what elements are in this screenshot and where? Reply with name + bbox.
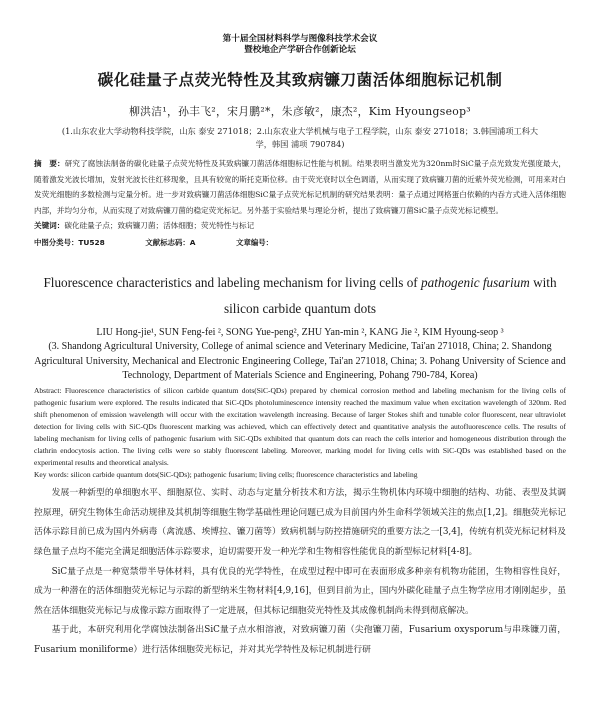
chinese-abstract bbox=[34, 156, 566, 218]
chinese-affiliations: (1.山东农业大学动物科技学院，山东 泰安 271018；2.山东农业大学机械与电子工程学院，山东 泰安 271018；3.韩国浦项工科大学，韩国 浦项 790784) bbox=[61, 126, 539, 149]
english-abstract-label: Abstract: bbox=[34, 385, 62, 395]
english-keywords bbox=[34, 469, 566, 481]
chinese-authors: 柳洪洁¹，孙丰飞²，宋月鹏²*，朱彦敏²，康杰²，Kim Hyoungseop³ bbox=[129, 105, 471, 118]
english-authors: LIU Hong-jie¹, SUN Feng-fei ², SONG Yue-peng², ZHU Yan-min ², KANG Jie ², KIM Hyoung-seop ³ bbox=[96, 326, 504, 338]
chinese-abstract-text: 研究了腐蚀法制备的碳化硅量子点荧光特性及其致病镰刀菌活体细胞标记性能与机制。结果表明当激发光为320nm时SiC量子点光致发光强度最大，随着激发光波长增加，发射光波长往红移现象，且具有较宽的斯托克斯位移。由于荧光衰时以全色调谱，从而实现了致病镰刀菌的近紫外荧光检测，可用来对白发荧光细胞的多数检测与定量分析。进一步对致病镰刀菌活体细胞SiC量子点荧光标记机制的研究结果表明：量子点通过网格蛋白依赖的内吞方式进入活体细胞内部，并均匀分布，从而实现了对致病镰刀菌的稳定荧光标记。另外基于实验结果与理论分析，提出了致病镰刀菌SiC量子点荧光标记模型。 bbox=[34, 159, 566, 215]
english-title-italic: pathogenic fusarium bbox=[421, 274, 530, 290]
chinese-keywords-label: 关键词： bbox=[34, 221, 65, 231]
english-title bbox=[34, 270, 566, 322]
chinese-abstract-label: 摘 要： bbox=[34, 159, 65, 168]
chinese-title: 碳化硅量子点荧光特性及其致病镰刀菌活体细胞标记机制 bbox=[97, 71, 503, 89]
conference-line-1: 第十届全国材料科学与图像科技学术会议 bbox=[222, 34, 378, 44]
english-title-part-2: with silicon carbide quantum dots bbox=[224, 274, 557, 316]
conference-line-2: 暨校地企产学研合作创新论坛 bbox=[244, 45, 356, 55]
clc-number: 中图分类号：TU528 bbox=[34, 237, 105, 247]
english-title-part-1: Fluorescence characteristics and labeling mechanism for living cells of bbox=[43, 274, 421, 290]
chinese-keywords-text: 碳化硅量子点；致病镰刀菌；活体细胞；荧光特性与标记 bbox=[64, 221, 255, 231]
classification-line bbox=[34, 237, 566, 248]
english-abstract-text: Fluorescence characteristics of silicon carbide quantum dots(SiC-QDs) prepared by chemical corrosion method and labeling mechanism for the living cells of pathogenic fusarium were explored. The results indicated that SiC-QDs photoluminescence intensity reached the maximum value when excitation wavelength of 320nm. Red shift phenomenon of emission wavelength will occur with the excitation wavelength increasing. Because of larger Stokes shift and tunable color fluorescent, near ultraviolet detection for living cells with SiC-QDs fluorescent marking was achieved, which can effectively detect and quantitative analysis the autofluorescence cells. The results of labeling mechanism for living cells of pathogenic fusarium with SiC-QDs exhibited that quantum dots can reach the cells interior and homogeneous distribution through the clathrin endocytosis action. The living cells were so stably fluorescent labeling. Moreover, marking model for living cells with SiC-QDs was established based on the experimental results and theoretical analysis. bbox=[34, 385, 567, 468]
chinese-keywords bbox=[34, 218, 566, 234]
body-paragraph-2: SiC量子点是一种宽禁带半导体材料，具有优良的光学特性，在成型过程中即可在表面形成多种亲有机物功能团，生物相容性良好，成为一种潜在的活体细胞荧光标记与示踪的新型纳米生物材料[4,9,16]，但到目前为止，国内外碳化硅量子点生物学应用才刚刚起步，虽然在活体细胞荧光标记与成像示踪方面取得了一定进展，但其标记细胞荧光特性及其成像机制尚未得到彻底解决。 bbox=[34, 566, 566, 616]
body-paragraph-3: 基于此，本研究利用化学腐蚀法制备出SiC量子点水相溶液，对致病镰刀菌（尖孢镰刀菌，Fusarium oxysporum与串珠镰刀菌，Fusarium moniliforme）进行活体细胞荧光标记，并对其光学特性及标记机制进行研 bbox=[34, 625, 566, 655]
article-number: 文章编号： bbox=[236, 237, 274, 247]
english-authors-block bbox=[34, 326, 566, 384]
english-abstract bbox=[34, 385, 566, 470]
english-keywords-label: Key words: bbox=[34, 470, 69, 480]
conference-header bbox=[34, 0, 566, 56]
english-affiliations: (3. Shandong Agricultural University, College of animal science and Veterinary Medicine, Tai'an 271018, China; 2. Shandong Agricultural University, Mechanical and Electronic Engineering College, Tai'an 271018, China; 3. Pohang University of Science and Technology, Department of Materials Science and Engineering, Pohang 790-784, Korea) bbox=[34, 341, 566, 382]
english-keywords-text: silicon carbide quantum dots(SiC-QDs); pathogenic fusarium; living cells; fluorescence characteristics and labeling bbox=[70, 470, 418, 480]
body-paragraph-1: 发展一种新型的单细胞水平、细胞原位、实时、动态与定量分析技术和方法，揭示生物机体内环境中细胞的结构、功能、表型及其调控原理，研究生物体生命活动规律及其机制等细胞生物学基础性理论问题已成为目前国内外生命科学领域关注的焦点[1,2]。细胞荧光标记活体示踪目前已成为国内外病毒（禽流感、埃博拉、镰刀菌等）致病机制与防控措施研究的重要方法之一[3,4]，传统有机荧光标记材料及绿色量子点均不能完全满足细胞活体示踪要求，迫切需要开发一种光学和生物相容性能优良的新型标记材料[4-8]。 bbox=[34, 488, 566, 558]
document-code: 文献标志码：A bbox=[145, 237, 196, 247]
